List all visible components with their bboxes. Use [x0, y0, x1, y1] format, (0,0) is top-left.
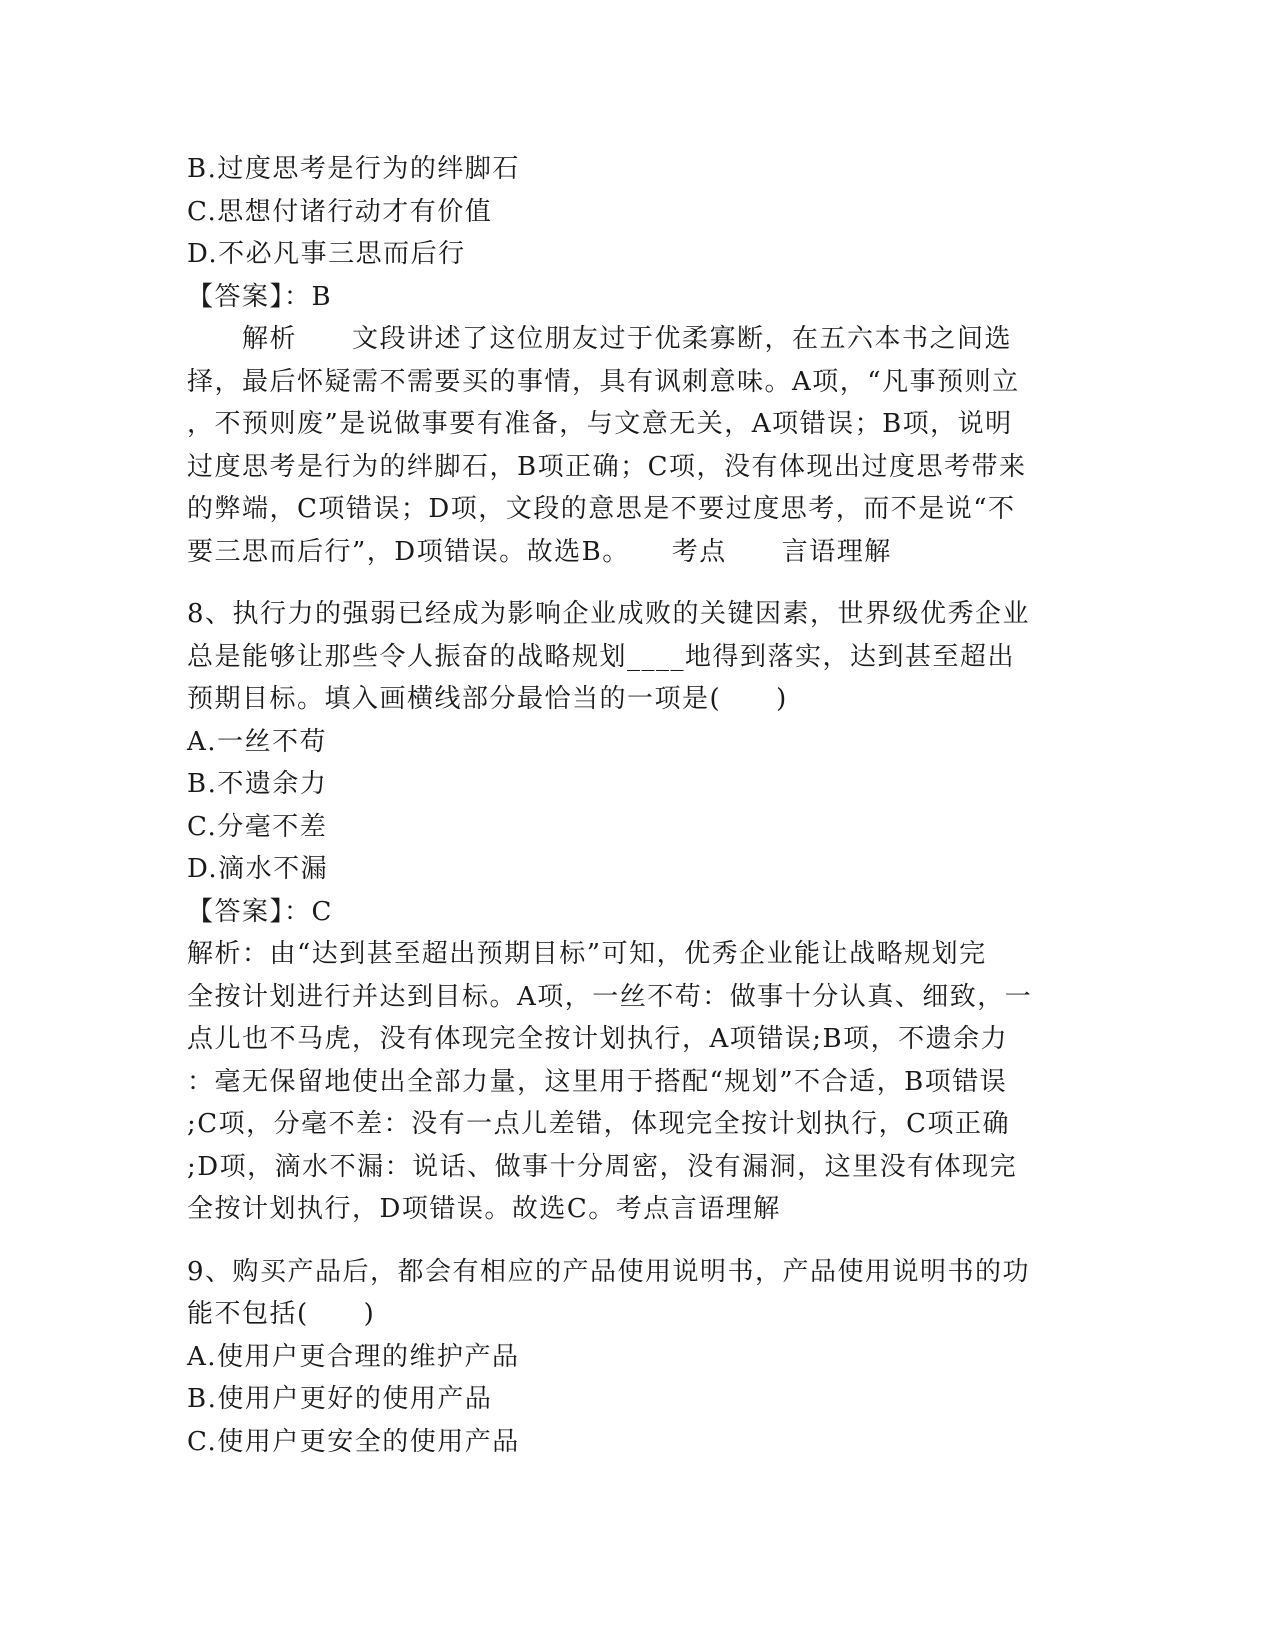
q8-option-a: A.一丝不苟 — [187, 726, 328, 757]
q9-option-a: A.使用户更合理的维护产品 — [187, 1341, 520, 1372]
q7-analysis-line: 择，最后怀疑需不需要买的事情，具有讽刺意味。A项，“凡事预则立 — [187, 366, 1020, 397]
q7-analysis-line: 过度思考是行为的绊脚石，B项正确；C项，没有体现出过度思考带来 — [187, 451, 1027, 482]
q9-stem-line: 9、购买产品后，都会有相应的产品使用说明书，产品使用说明书的功 — [187, 1256, 1031, 1287]
q9-option-c: C.使用户更安全的使用产品 — [187, 1426, 520, 1457]
q8-analysis-line: ;C项，分毫不差：没有一点儿差错，体现完全按计划执行，C项正确 — [187, 1109, 1011, 1139]
q8-option-b: B.不遗余力 — [187, 769, 328, 799]
q8-analysis-line: 解析：由“达到甚至超出预期目标”可知，优秀企业能让战略规划完 — [187, 939, 987, 969]
q7-option-d: D.不必凡事三思而后行 — [187, 239, 466, 269]
q8-option-d: D.滴水不漏 — [187, 854, 329, 884]
document-page — [187, 148, 1087, 1463]
q7-option-b: B.过度思考是行为的绊脚石 — [187, 154, 520, 184]
q7-analysis — [187, 318, 1087, 573]
q8-stem-line: 预期目标。填入画横线部分最恰当的一项是( ) — [187, 684, 788, 714]
q8-analysis-line: 点儿也不马虎，没有体现完全按计划执行，A项错误;B项，不遗余力 — [187, 1024, 1009, 1054]
q9-stem-line: 能不包括( ) — [187, 1299, 376, 1329]
q8-analysis-line: 全按计划执行，D项错误。故选C。考点言语理解 — [187, 1194, 781, 1224]
q7-analysis-line: 要三思而后行”，D项错误。故选B。 考点 言语理解 — [187, 536, 892, 567]
q9-option-b: B.使用户更好的使用产品 — [187, 1384, 493, 1414]
q8-analysis-line: ：毫无保留地使出全部力量，这里用于搭配“规划”不合适，B项错误 — [187, 1066, 1008, 1097]
q7-analysis-line: ，不预则废”是说做事要有准备，与文意无关，A项错误；B项，说明 — [187, 409, 1013, 439]
q8-stem-line: 8、执行力的强弱已经成为影响企业成败的关键因素，世界级优秀企业 — [187, 599, 1031, 629]
q7-answer: 【答案】：B — [187, 281, 333, 312]
q8-analysis — [187, 933, 1087, 1231]
q8-analysis-line: 全按计划进行并达到目标。A项，一丝不苟：做事十分认真、细致，一 — [187, 981, 1033, 1012]
q8-answer: 【答案】：C — [187, 896, 333, 927]
question-7-tail — [187, 148, 1087, 573]
q7-analysis-line: 解析 文段讲述了这位朋友过于优柔寡断，在五六本书之间选 — [187, 324, 1013, 354]
q8-stem-line: 总是能够让那些令人振奋的战略规划____地得到落实，达到甚至超出 — [187, 641, 1016, 672]
question-9 — [187, 1251, 1087, 1464]
question-8 — [187, 593, 1087, 1231]
q8-analysis-line: ;D项，滴水不漏：说话、做事十分周密，没有漏洞，这里没有体现完 — [187, 1151, 1018, 1182]
q8-option-c: C.分毫不差 — [187, 811, 328, 842]
q7-analysis-line: 的弊端，C项错误；D项，文段的意思是不要过度思考，而不是说“不 — [187, 494, 1016, 524]
q7-option-c: C.思想付诸行动才有价值 — [187, 196, 493, 227]
